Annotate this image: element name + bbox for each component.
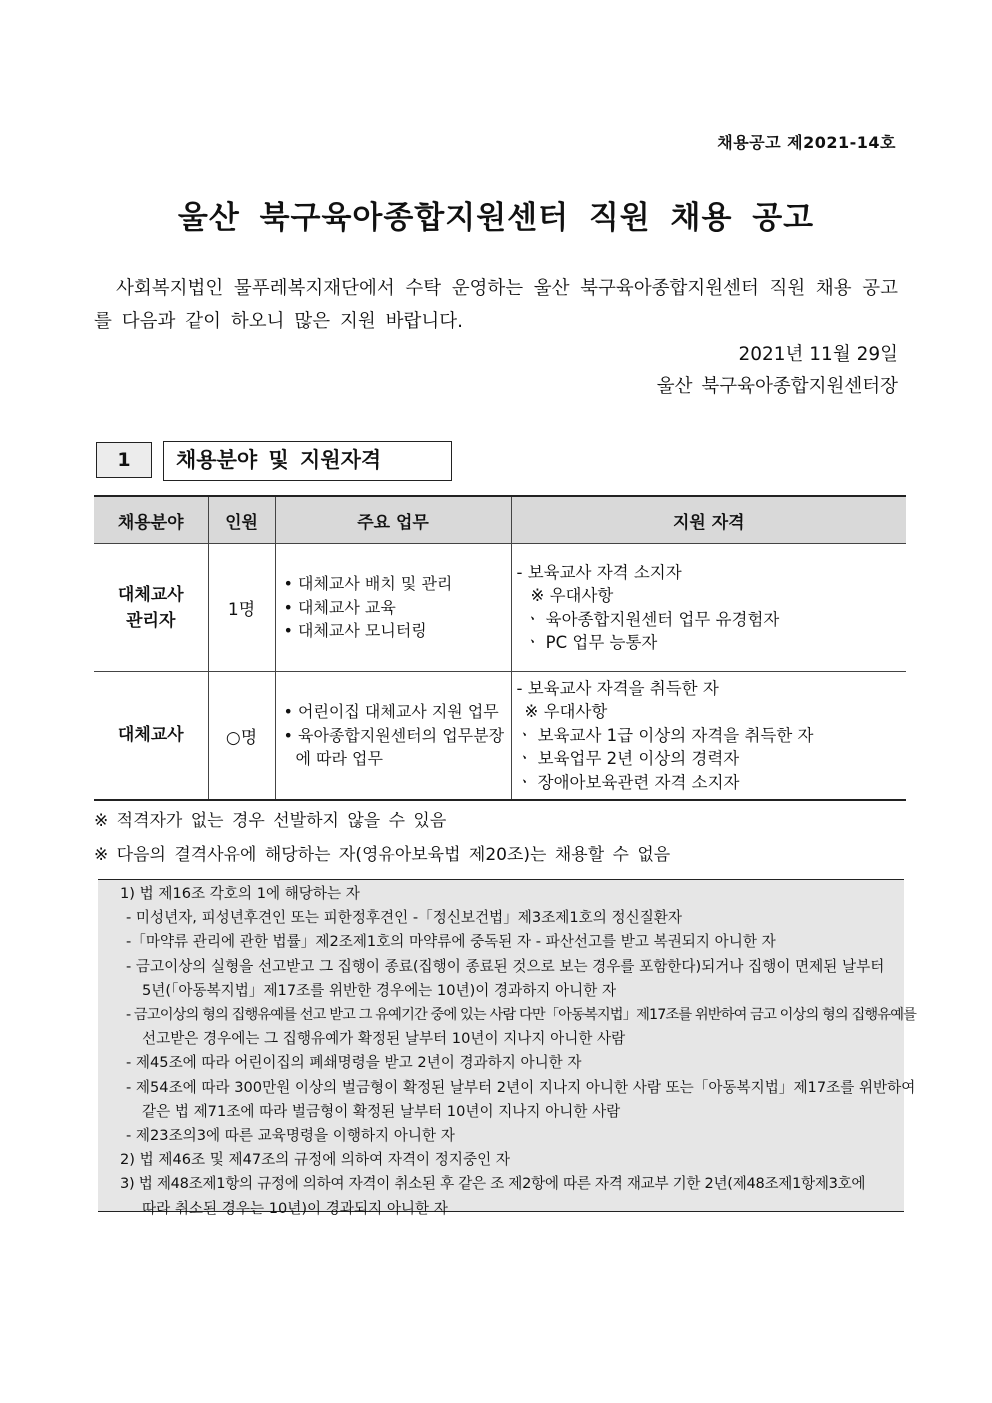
duties-cell [275, 544, 511, 672]
list-item: 따라 취소된 경우는 10년)이 경과되지 아니한 자 [142, 1199, 448, 1217]
field-name-line: 대체교사 [117, 725, 184, 746]
count-cell: ○명 [208, 672, 275, 800]
field-cell [94, 544, 208, 672]
table-row [94, 544, 906, 672]
duty-item: • 육아종합지원센터의 업무분장에 따라 업무 [283, 725, 505, 768]
qualification-item: - 보육교사 자격 소지자 [516, 562, 682, 582]
duty-item: • 대체교사 모니터링 [283, 621, 427, 641]
preference-heading: ※ 우대사항 [530, 586, 614, 605]
field-name-line: 관리자 [126, 610, 176, 631]
list-item: - 금고이상의 실형을 선고받고 그 집행이 종료(집행이 종료된 것으로 보는 경우를 포함한다)되거나 집행이 면제된 날부터 [126, 957, 885, 975]
list-item: 선고받은 경우에는 그 집행유예가 확정된 날부터 10년이 지나지 아니한 사람 [142, 1030, 626, 1048]
disqualification-box [98, 879, 917, 1217]
duties-cell [275, 672, 511, 800]
preference-item: ㆍ 보육업무 2년 이상의 경력자 [516, 749, 740, 768]
column-header-field: 채용분야 [94, 496, 208, 544]
list-item: - 제54조에 따라 300만원 이상의 벌금형이 확정된 날부터 2년이 지나지 아니한 사람 또는「아동복지법」제17조를 위반하여 [126, 1078, 916, 1096]
count-cell: 1명 [208, 544, 275, 672]
duty-item: • 어린이집 대체교사 지원 업무 [283, 702, 499, 721]
column-header-duties: 주요 업무 [275, 496, 511, 544]
column-header-count: 인원 [208, 496, 275, 544]
list-item: - 제23조의3에 따른 교육명령을 이행하지 아니한 자 [126, 1127, 455, 1145]
note-disqualification: ※ 다음의 결격사유에 해당하는 자(영유아보육법 제20조)는 채용할 수 없음 [94, 845, 671, 865]
field-name-line: 대체교사 [117, 584, 184, 605]
list-item: -「마약류 관리에 관한 법률」제2조제1호의 마약류에 중독된 자 - 파산선고를 받고 복권되지 아니한 자 [126, 933, 776, 951]
page-title: 울산 북구육아종합지원센터 직원 채용 공고 [177, 200, 815, 236]
duty-item: • 대체교사 배치 및 관리 [283, 574, 453, 594]
column-header-qualifications: 지원 자격 [511, 496, 906, 544]
duty-item: • 대체교사 교육 [283, 597, 396, 617]
list-item: 2) 법 제46조 및 제47조의 규정에 의하여 자격이 정지중인 자 [120, 1151, 510, 1169]
list-item: - 미성년자, 피성년후견인 또는 피한정후견인 -「정신보건법」제3조제1호의 정신질환자 [126, 909, 682, 927]
qualifications-cell [511, 672, 906, 800]
qualifications-cell [511, 544, 906, 672]
issuer-name: 울산 북구육아종합지원센터장 [656, 376, 898, 397]
recruitment-table [94, 495, 906, 801]
table-header-row [94, 496, 906, 544]
preference-heading: ※ 우대사항 [524, 702, 608, 721]
preference-item: ㆍ 육아종합지원센터 업무 유경험자 [524, 609, 780, 629]
announcement-date: 2021년 11월 29일 [738, 344, 898, 365]
list-item: 3) 법 제48조제1항의 규정에 의하여 자격이 취소된 후 같은 조 제2항에 따른 자격 재교부 기한 2년(제48조제1항제3호에 [120, 1175, 866, 1193]
list-item: - 제45조에 따라 어린이집의 폐쇄명령을 받고 2년이 경과하지 아니한 자 [126, 1054, 582, 1072]
list-item: 같은 법 제71조에 따라 벌금형이 확정된 날부터 10년이 지나지 아니한 사람 [142, 1102, 621, 1120]
section-number: 1 [96, 442, 152, 478]
list-item: - 금고이상의 형의 집행유예를 선고 받고 그 유예기간 중에 있는 사람 다만「아동복지법」제17조를 위반하여 금고 이상의 형의 집행유예를 [126, 1007, 917, 1024]
list-item: 1) 법 제16조 각호의 1에 해당하는 자 [120, 885, 360, 902]
preference-item: ㆍ 장애아보육관련 자격 소지자 [516, 772, 740, 792]
note-no-qualified: ※ 적격자가 없는 경우 선발하지 않을 수 있음 [94, 811, 447, 831]
table-row [94, 672, 906, 800]
section-title: 채용분야 및 지원자격 [163, 441, 452, 481]
intro-paragraph: 사회복지법인 물푸레복지재단에서 수탁 운영하는 울산 북구육아종합지원센터 직원 채용 공고를 다음과 같이 하오니 많은 지원 바랍니다. [94, 278, 898, 332]
notice-number: 채용공고 제2021-14호 [717, 133, 896, 152]
field-cell [94, 672, 208, 800]
preference-item: ㆍ 보육교사 1급 이상의 자격을 취득한 자 [516, 725, 814, 745]
list-item: 5년(「아동복지법」제17조를 위반한 경우에는 10년)이 경과하지 아니한 자 [142, 981, 617, 999]
qualification-item: - 보육교사 자격을 취득한 자 [516, 678, 719, 698]
preference-item: ㆍ PC 업무 능통자 [524, 633, 658, 652]
